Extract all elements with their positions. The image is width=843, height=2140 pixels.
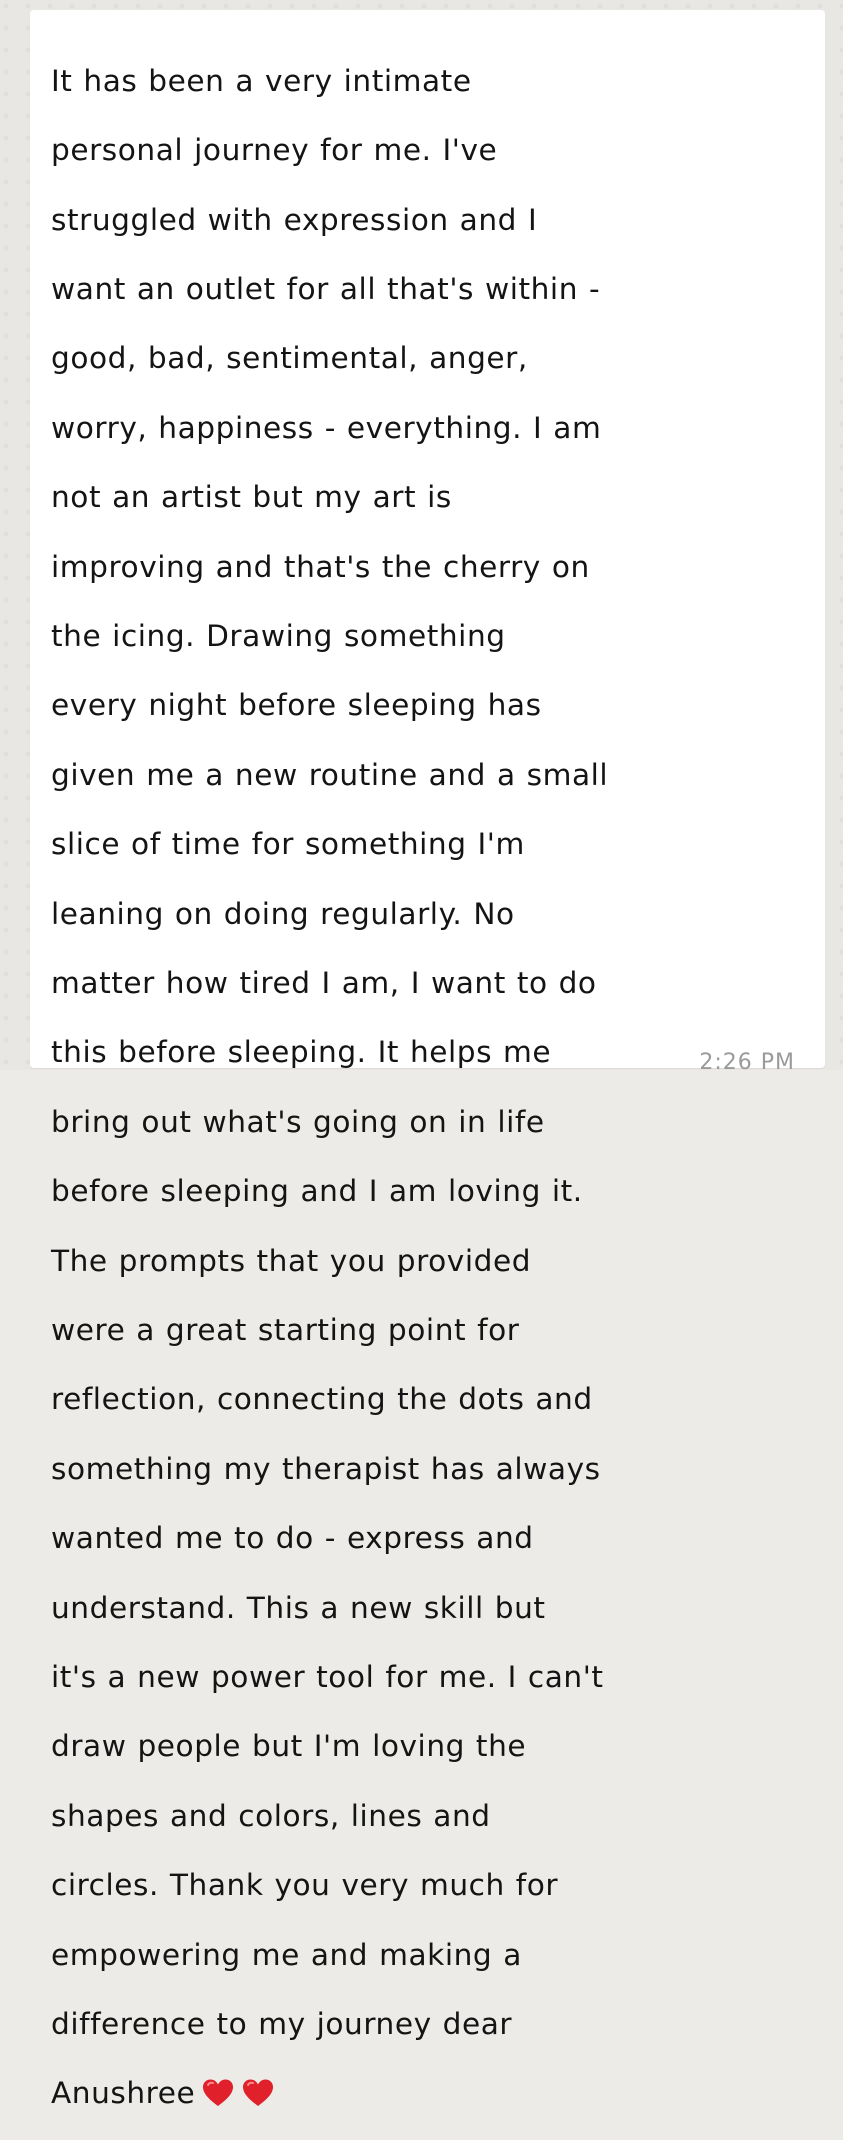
message-timestamp: 2:26 PM [699,1050,795,1075]
message-line: this before sleeping. It helps me [51,1035,552,1070]
message-line: bring out what's going on in life [51,1104,545,1139]
message-line: struggled with expression and I [51,202,538,237]
message-line: worry, happiness - everything. I am [51,410,602,445]
message-line: leaning on doing regularly. No [51,896,515,931]
message-line: The prompts that you provided [51,1243,532,1278]
message-line: the icing. Drawing something [51,618,506,653]
message-line: good, bad, sentimental, anger, [51,341,528,376]
message-line: reflection, connecting the dots and [51,1382,593,1417]
message-line: matter how tired I am, I want to do [51,965,597,1000]
message-line: slice of time for something I'm [51,827,525,862]
message-text [51,29,817,2140]
message-bubble[interactable] [30,10,825,2111]
message-line: wanted me to do - express and [51,1521,534,1556]
message-line: want an outlet for all that's within - [51,271,601,306]
message-last-line [51,2076,817,2111]
message-line: draw people but I'm loving the [51,1729,527,1764]
message-line: before sleeping and I am loving it. [51,1174,583,1209]
message-line: difference to my journey dear [51,2007,513,2042]
message-line: it's a new power tool for me. I can't [51,1660,604,1695]
red-heart-icon [241,2078,275,2108]
message-line: not an artist but my art is [51,480,452,515]
message-line: improving and that's the cherry on [51,549,590,584]
message-line: empowering me and making a [51,1937,522,1972]
message-line: something my therapist has always [51,1451,601,1486]
message-line: personal journey for me. I've [51,133,498,168]
message-line: given me a new routine and a small [51,757,609,792]
message-line: understand. This a new skill but [51,1590,546,1625]
message-line: shapes and colors, lines and [51,1798,491,1833]
message-line: circles. Thank you very much for [51,1868,559,1903]
message-line: It has been a very intimate [51,63,472,98]
red-heart-icon [201,2078,235,2108]
message-line: every night before sleeping has [51,688,542,723]
message-line: Anushree [51,2076,196,2111]
message-line: were a great starting point for [51,1313,520,1348]
